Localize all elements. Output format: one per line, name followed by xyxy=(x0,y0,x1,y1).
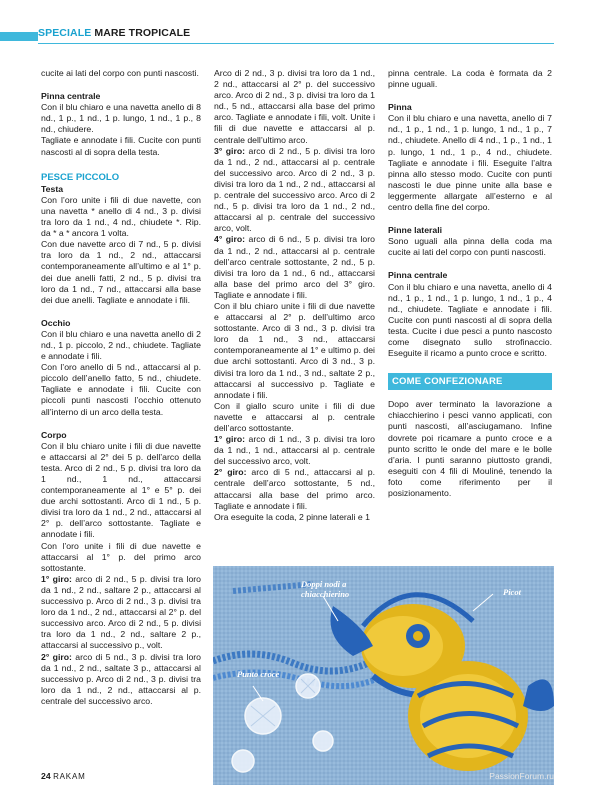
paragraph xyxy=(214,467,375,511)
round-text: arco di 2 nd., 5 p. divisi tra loro da 1 nd., 2 nd., saltare 2 p., attaccarsi al successivo p. Arco di 2 nd., 3 p. divisi tra loro da 1 nd., 2 nd., attaccarsi al 2° p. del successivo arco. Arco di 2 nd., 5 p. divisi tra loro da 1 nd., 2 nd., saltare 2 p., attaccarsi al successivo p., volt. xyxy=(41,573,201,651)
text-column-1 xyxy=(41,68,201,707)
paragraph: cucite ai lati del corpo con punti nascosti. xyxy=(41,68,199,78)
round-text: arco di 5 nd., 3 p. divisi tra loro da 1 nd., 2 nd., saltate 3 p., attaccarsi al successivo p. Arco di 2 nd., 3 p. divisi tra loro da 1 nd., 2 nd., attaccarsi al p. centrale del successivo arco. xyxy=(41,651,201,706)
paragraph: Con due navette arco di 7 nd., 5 p. divisi tra loro da 1 nd., 2 nd., attaccarsi contemporaneamente all’ultimo e al 1° p. dei due anelli fatti, 2 nd., 5 p. divisi tra loro da 1 nd., 7 nd., attaccarsi alla base dei due anelli. Tagliate e annodate i fili. xyxy=(41,239,201,305)
paragraph: Con il blu chiaro unite i fili di due navette e attaccarsi al 2° dei 5 p. dell’arco della testa. Arco di 2 nd., 5 p. divisi tra loro da 1 nd., 1 nd., attaccarsi contemporaneamente al 1° e 5° p. dei due archi sottostanti. Arco di 1 nd., 5 p. divisi tra loro da 1 nd., 2 nd., attaccarsi al 2° p. dell’arco sottostante. Tagliate e annodate i fili. xyxy=(41,440,201,540)
paragraph xyxy=(214,434,375,467)
page-footer xyxy=(41,771,86,781)
text-column-2 xyxy=(214,68,375,523)
subheading-testa: Testa xyxy=(41,183,64,194)
round-label: 2° giro: xyxy=(214,467,247,478)
round-text: arco di 1 nd., 3 p. divisi tra loro da 1 nd., 1 nd., attaccarsi al p. centrale del successivo arco, volt. xyxy=(214,434,375,467)
paragraph: Arco di 2 nd., 3 p. divisi tra loro da 1 nd., 2 nd., attaccarsi al 2° p. del successivo arco. Arco di 2 nd., 3 p. divisi tra loro da 1 nd., 5 nd., attaccarsi alla base del primo arco. Tagliate e annodate i fili, volt. Unite i fili di due navette e attaccarsi al p. centrale dell’ultimo arco. xyxy=(214,68,375,145)
kicker-topic: MARE TROPICALE xyxy=(94,27,191,39)
section-heading-pesce-piccolo: PESCE PICCOLO xyxy=(41,171,120,183)
paragraph: Ora eseguite la coda, 2 pinne laterali e 1 xyxy=(214,511,370,522)
subheading-occhio: Occhio xyxy=(41,317,71,328)
page-header xyxy=(0,22,590,50)
header-accent-band xyxy=(0,32,38,41)
paragraph xyxy=(214,146,375,235)
annotation-picot: Picot xyxy=(503,587,521,597)
paragraph: Tagliate e annodate i fili. Cucite con punti nascosti al di sopra della testa. xyxy=(41,135,201,157)
annotation-punto-croce: Punto croce xyxy=(237,669,280,679)
paragraph xyxy=(214,234,375,301)
subheading-corpo: Corpo xyxy=(41,429,67,440)
paragraph: Dopo aver terminato la lavorazione a chiacchierino i pesci vanno applicati, con punti nascosti, all’asciugamano. Infine dovrete poi ricamare a punto croce e a punto scritto le onde del mare e le bolle d’aria. I punti saranno piuttosto grandi, eseguiti con 4 fili di Mouliné, tenendo la foto come riferimento per il posizionamento. xyxy=(388,399,552,498)
magazine-name: RAKAM xyxy=(53,772,86,781)
header-rule xyxy=(38,43,554,44)
text-column-3 xyxy=(388,68,552,499)
round-text: arco di 6 nd., 5 p. divisi tra loro da 1 nd., 2 nd., attaccarsi al p. centrale dell’arco centrale sottostante, 2 nd., 5 p. divisi tra loro da 1 nd., 6 nd., attaccarsi alla base del primo arco del 3° giro. Tagliate e annodate i fili. xyxy=(214,234,375,300)
paragraph: Con il blu chiaro unite i fili di due navette e attaccarsi al 2° p. dell’ultimo arco sottostante. Arco di 3 nd., 3 p. divisi tra loro da 1 nd., 3 nd., attaccarsi contemporaneamente al 1° e ultimo p. dei due archi sottostanti. Arco di 3 nd., 3 p. divisi tra loro da 1 nd., 3 nd., saltate 2 p., attaccarsi al successivo p. Tagliate e annodate i fili. xyxy=(214,300,375,400)
paragraph: Sono uguali alla pinna della coda ma cucite ai lati del corpo con punti nascosti. xyxy=(388,236,552,258)
watermark: PassionForum.ru xyxy=(489,771,554,781)
round-label: 3° giro: xyxy=(214,145,246,156)
round-label: 2° giro: xyxy=(41,651,72,662)
subheading-pinna-centrale: Pinna centrale xyxy=(41,91,101,102)
subheading-pinne-laterali: Pinne laterali xyxy=(388,225,443,236)
round-text: arco di 2 nd., 5 p. divisi tra loro da 1 nd., 2 nd., attaccarsi al p. centrale del successivo arco. Arco di 2 nd., 3 p. divisi tra loro da 1 nd., 2 nd., attaccarsi al p. centrale del successivo arco. Arco di 2 nd., 5 p. divisi tra loro da 1 nd., 2 nd., attaccarsi al p. centrale del successivo arco, volt. xyxy=(214,145,375,234)
paragraph: Con il blu chiaro e una navetta, anello di 4 nd., 1 p., 1 nd., 1 p. lungo, 1 nd., 1 p., 4 nd., chiudete. Tagliate e annodate i fili. Cucite con punti nascosti al di sopra della testa. Cucite i due pesci a punto nascosto come disegnato sullo strofinaccio. Eseguite il ricamo a punto croce e scritto. xyxy=(388,281,552,359)
paragraph xyxy=(41,574,201,652)
round-label: 1° giro: xyxy=(41,573,72,584)
paragraph: Con il blu chiaro e una navetta anello di 8 nd., 1 p., 1 nd., 1 p. lungo, 1 nd., 1 p., 8 nd., chiudere. xyxy=(41,102,201,135)
paragraph: Con il blu chiaro e una navetta, anello di 7 nd., 1 p., 1 nd., 1 p. lungo, 1 nd., 1 p., 7 nd., chiudete. Anello di 4 nd., 1 p., 1 nd., 1 p. lungo, 1 nd., 1 p., 4 nd., chiudete. Tagliate e annodate i fili. Eseguite l’altra pinna allo stesso modo. Cucite con punti nascosti le due pinne unite alla base e leggermente allargate all’esterno e al centro della fine del corpo. xyxy=(388,113,552,213)
kicker-speciale: SPECIALE xyxy=(38,27,92,39)
subheading-pinna: Pinna xyxy=(388,102,412,113)
section-band-come-confezionare: COME CONFEZIONARE xyxy=(388,373,552,390)
paragraph: pinna centrale. La coda è formata da 2 pinne uguali. xyxy=(388,68,552,90)
round-label: 1° giro: xyxy=(214,434,246,445)
paragraph: Con l’oro anello di 5 nd., attaccarsi al p. piccolo dell’anello fatto, 5 nd., chiudete. Tagliate e annodate i fili. Cucite con piccoli punti nascosti l’occhio ottenuto all’interno di un arco della testa. xyxy=(41,362,201,417)
paragraph: Con l’oro unite i fili di due navette, con una navetta * anello di 4 nd., 3 p. divisi tra loro da 1 nd., 4 nd., chiudete *. Rip. da * a * ancora 1 volta. xyxy=(41,194,201,239)
tatted-fish-photo xyxy=(213,566,554,785)
round-text: arco di 5 nd., attaccarsi al p. centrale dell’arco sottostante, 5 nd., attaccarsi alla base del primo arco. Tagliate e annodate i fili. xyxy=(214,467,375,511)
section-kicker xyxy=(38,27,190,39)
paragraph: Con il blu chiaro e una navetta anello di 2 nd., 1 p. piccolo, 2 nd., chiudete. Tagliate e annodate i fili. xyxy=(41,328,201,362)
paragraph: Con l’oro unite i fili di due navette e attaccarsi al 1° p. del primo arco sottostante. xyxy=(41,540,201,573)
paragraph xyxy=(41,652,201,707)
paragraph: Con il giallo scuro unite i fili di due navette e attaccarsi al p. centrale dell’arco sottostante. xyxy=(214,400,375,433)
round-label: 4° giro: xyxy=(214,234,246,245)
subheading-pinna-centrale: Pinna centrale xyxy=(388,270,448,281)
page-number: 24 xyxy=(41,771,51,781)
annotation-doppi-nodi: Doppi nodi a chiacchierino xyxy=(301,579,350,599)
